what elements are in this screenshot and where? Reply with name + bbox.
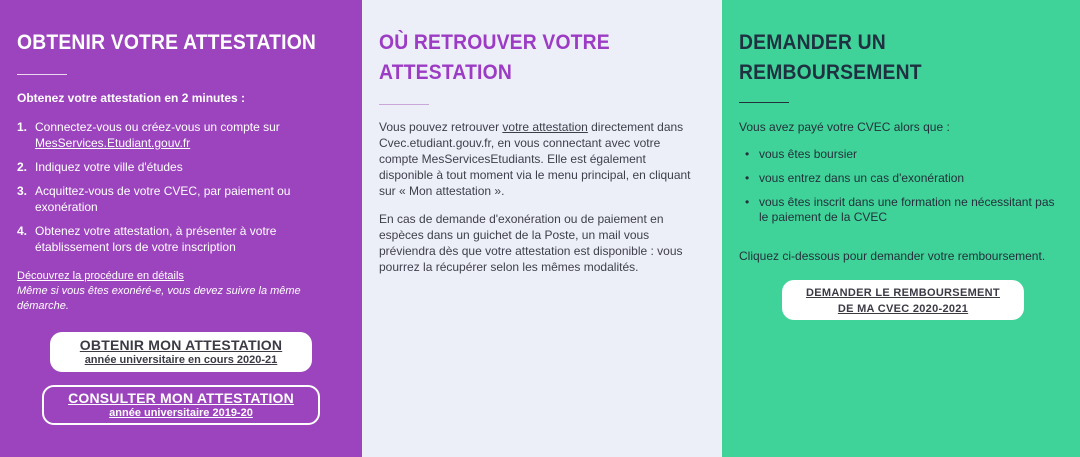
- refund-conditions-list: [739, 147, 1064, 225]
- step-number: 1.: [17, 120, 28, 134]
- step-item: [17, 223, 344, 255]
- exoneration-paragraph: En cas de demande d'exonération ou de paiement en espèces dans un guichet de la Poste, un mail vous préviendra dès que votre attestation est disponible : vous pourrez la récupérer selon les mêmes modalités.: [379, 212, 683, 274]
- your-attestation-link[interactable]: votre attestation: [502, 120, 588, 134]
- messervices-link[interactable]: MesServices.Etudiant.gouv.fr: [35, 136, 191, 150]
- step-item: [17, 159, 344, 175]
- button-label: DEMANDER LE REMBOURSEMENT: [806, 287, 1000, 299]
- step-text: Acquittez-vous de votre CVEC, par paiement ou exonération: [35, 184, 291, 214]
- step-item: [17, 183, 344, 215]
- step-number: 2.: [17, 160, 28, 174]
- procedure-details-link[interactable]: Découvrez la procédure en détails: [17, 270, 184, 282]
- button-sublabel: année universitaire 2019-20: [109, 407, 253, 419]
- step-item: [17, 119, 344, 151]
- exoneration-note: Même si vous êtes exonéré-e, vous devez suivre la même démarche.: [17, 285, 301, 312]
- button-sublabel: année universitaire en cours 2020-21: [84, 354, 278, 366]
- refund-intro: Vous avez payé votre CVEC alors que :: [739, 120, 950, 134]
- obtain-attestation-panel: [0, 0, 362, 457]
- consult-attestation-button[interactable]: [42, 385, 320, 425]
- step-text: Connectez-vous ou créez-vous un compte sur MesServices.Etudiant.gouv.fr: [35, 120, 280, 150]
- find-attestation-heading: OÙ RETROUVER VOTRE ATTESTATION: [379, 31, 610, 84]
- step-text: Obtenez votre attestation, à présenter à votre établissement lors de votre inscription: [35, 224, 277, 254]
- button-label: OBTENIR MON ATTESTATION: [79, 337, 283, 353]
- list-item: • vous entrez dans un cas d'exonération: [739, 171, 1064, 186]
- find-attestation-panel: [362, 0, 722, 457]
- procedure-details: [17, 269, 344, 314]
- heading-divider: [739, 102, 789, 103]
- list-item: • vous êtes boursier: [739, 147, 1064, 162]
- step-number: 3.: [17, 184, 28, 198]
- refund-cta-text: Cliquez ci-dessous pour demander votre remboursement.: [739, 249, 1046, 263]
- step-text: Indiquez votre ville d'études: [35, 160, 183, 174]
- refund-heading: DEMANDER UN REMBOURSEMENT: [739, 31, 922, 84]
- obtain-intro: Obtenez votre attestation en 2 minutes :: [17, 91, 246, 105]
- heading-divider: [379, 104, 429, 105]
- steps-list: [17, 119, 344, 255]
- step-number: 4.: [17, 224, 28, 238]
- obtain-attestation-button[interactable]: [50, 332, 312, 372]
- find-attestation-paragraph: Vous pouvez retrouver votre attestation directement dans Cvec.etudiant.gouv.fr, en vous connectant avec votre compte MesServicesEtudiants. Elle est également disponible à tout moment via le menu principal, en cliquant sur « Mon attestation ».: [379, 120, 691, 198]
- heading-divider: [17, 74, 67, 75]
- obtain-attestation-heading: OBTENIR VOTRE ATTESTATION: [17, 31, 317, 54]
- request-refund-button[interactable]: [782, 280, 1024, 320]
- list-item: • vous êtes inscrit dans une formation ne nécessitant pas le paiement de la CVEC: [739, 195, 1064, 225]
- refund-panel: [722, 0, 1080, 457]
- button-label: CONSULTER MON ATTESTATION: [68, 390, 294, 406]
- button-sublabel: DE MA CVEC 2020-2021: [837, 303, 969, 315]
